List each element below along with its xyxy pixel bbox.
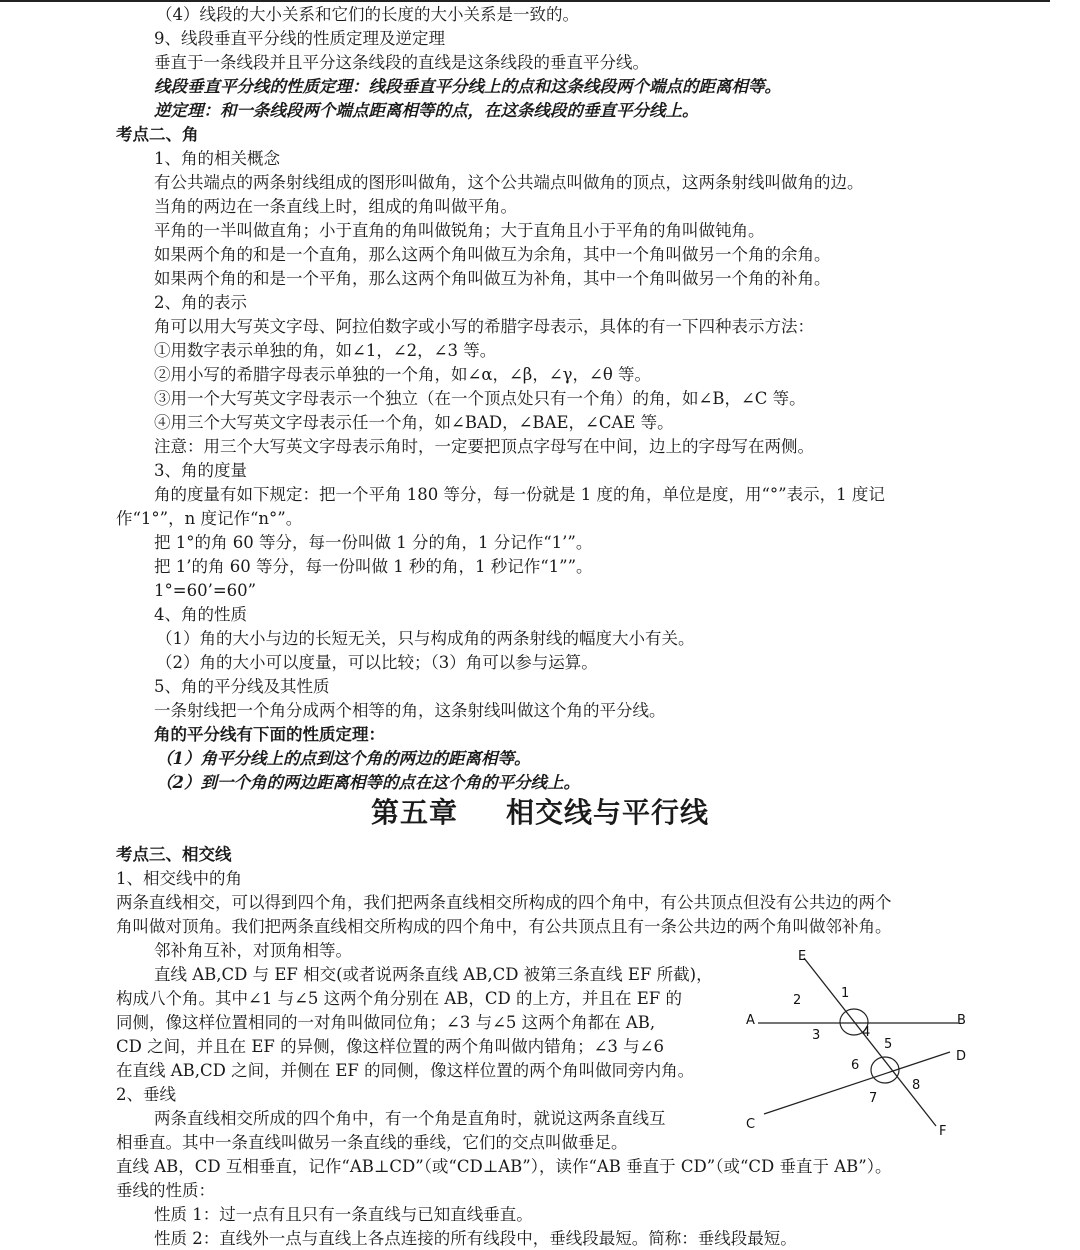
- text-line: ②用小写的希腊字母表示单独的一个角，如∠α，∠β，∠γ，∠θ 等。: [154, 365, 652, 384]
- chapter-number: 第五章: [370, 796, 458, 829]
- label-angle-8: 8: [912, 1078, 921, 1093]
- text-line: 平角的一半叫做直角；小于直角的角叫做锐角；大于直角且小于平角的角叫做钝角。: [154, 221, 765, 240]
- label-a: A: [746, 1013, 755, 1028]
- text-line: （1）角平分线上的点到这个角的两边的距离相等。: [156, 749, 531, 768]
- text-line: 邻补角互补，对顶角相等。: [154, 941, 352, 960]
- label-angle-4: 4: [862, 1025, 871, 1040]
- text-line: 4、角的性质: [154, 605, 247, 624]
- label-angle-2: 2: [793, 993, 802, 1008]
- label-angle-5: 5: [884, 1037, 893, 1052]
- label-b: B: [957, 1013, 966, 1028]
- text-line: 相垂直。其中一条直线叫做另一条直线的垂线，它们的交点叫做垂足。: [116, 1133, 628, 1152]
- text-line: 3、角的度量: [154, 461, 247, 480]
- text-line: 如果两个角的和是一个直角，那么这两个角叫做互为余角，其中一个角叫做另一个角的余角。: [154, 245, 831, 264]
- text-line: 1、角的相关概念: [154, 149, 280, 168]
- text-line: ④用三个大写英文字母表示任一个角，如∠BAD，∠BAE，∠CAE 等。: [154, 413, 674, 432]
- text-line: CD 之间，并且在 EF 的异侧，像这样位置的两个角叫做内错角；∠3 与∠6: [116, 1037, 664, 1056]
- label-angle-1: 1: [841, 986, 850, 1001]
- label-c: C: [746, 1117, 756, 1132]
- text-line: 构成八个角。其中∠1 与∠5 这两个角分别在 AB，CD 的上方，并且在 EF 的: [116, 989, 683, 1008]
- text-line: 考点二、角: [116, 125, 199, 144]
- text-line: 两条直线相交，可以得到四个角，我们把两条直线相交所构成的四个角中，有公共顶点但没有公共边的两个: [116, 893, 892, 912]
- text-line: 角叫做对顶角。我们把两条直线相交所构成的四个角中，有公共顶点且有一条公共边的两个角叫做邻补角。: [116, 917, 892, 936]
- top-rule: [0, 0, 1050, 2]
- text-line: 垂直于一条线段并且平分这条线段的直线是这条线段的垂直平分线。: [154, 53, 649, 72]
- text-line: 角可以用大写英文字母、阿拉伯数字或小写的希腊字母表示，具体的有一下四种表示方法：: [154, 317, 814, 336]
- text-line: （1）角的大小与边的长短无关，只与构成角的两条射线的幅度大小有关。: [156, 629, 695, 648]
- label-angle-3: 3: [812, 1028, 821, 1043]
- label-f: F: [939, 1124, 947, 1139]
- text-line: （2）角的大小可以度量，可以比较；（3）角可以参与运算。: [156, 653, 598, 672]
- text-line: 考点三、相交线: [116, 845, 232, 864]
- text-line: 当角的两边在一条直线上时，组成的角叫做平角。: [154, 197, 517, 216]
- label-angle-6: 6: [851, 1058, 860, 1073]
- text-line: 角的平分线有下面的性质定理：: [154, 725, 385, 744]
- chapter-title: 相交线与平行线: [506, 796, 710, 829]
- text-line: 如果两个角的和是一个平角，那么这两个角叫做互为补角，其中一个角叫做另一个角的补角。: [154, 269, 831, 288]
- label-angle-7: 7: [869, 1091, 878, 1106]
- text-line: 9、线段垂直平分线的性质定理及逆定理: [154, 29, 445, 48]
- text-line: 直线 AB,CD 与 EF 相交(或者说两条直线 AB,CD 被第三条直线 EF 所截)，: [154, 965, 713, 984]
- label-d: D: [956, 1049, 967, 1064]
- text-line: 2、垂线: [116, 1085, 176, 1104]
- chapter-heading: [0, 795, 1080, 831]
- text-line: 5、角的平分线及其性质: [154, 677, 330, 696]
- text-line: 在直线 AB,CD 之间，并侧在 EF 的同侧，像这样位置的两个角叫做同旁内角。: [116, 1061, 695, 1080]
- text-line: 线段垂直平分线的性质定理：线段垂直平分线上的点和这条线段两个端点的距离相等。: [154, 77, 781, 96]
- text-line: 直线 AB，CD 互相垂直，记作“AB⊥CD”（或“CD⊥AB”），读作“AB 垂直于 CD”（或“CD 垂直于 AB”）。: [116, 1157, 892, 1176]
- label-e: E: [798, 949, 807, 964]
- text-line: （2）到一个角的两边距离相等的点在这个角的平分线上。: [156, 773, 580, 792]
- text-line: 角的度量有如下规定：把一个平角 180 等分，每一份就是 1 度的角，单位是度，用“°”表示，1 度记: [154, 485, 885, 504]
- text-line: 同侧，像这样位置相同的一对角叫做同位角；∠3 与∠5 这两个角都在 AB,: [116, 1013, 656, 1032]
- text-line: 作“1°”，n 度记作“n°”。: [116, 509, 303, 528]
- text-line: （4）线段的大小关系和它们的长度的大小关系是一致的。: [156, 5, 579, 24]
- text-line: 逆定理：和一条线段两个端点距离相等的点，在这条线段的垂直平分线上。: [154, 101, 699, 120]
- text-line: 1°=60’=60”: [154, 581, 257, 600]
- text-line: 有公共端点的两条射线组成的图形叫做角，这个公共端点叫做角的顶点，这两条射线叫做角的边。: [154, 173, 864, 192]
- text-line: 两条直线相交所成的四个角中，有一个角是直角时，就说这两条直线互: [154, 1109, 666, 1128]
- text-line: 性质 1：过一点有且只有一条直线与已知直线垂直。: [154, 1205, 533, 1224]
- text-line: 把 1’的角 60 等分，每一份叫做 1 秒的角，1 秒记作“1””。: [154, 557, 593, 576]
- text-line: 一条射线把一个角分成两个相等的角，这条射线叫做这个角的平分线。: [154, 701, 666, 720]
- text-line: ③用一个大写英文字母表示一个独立（在一个顶点处只有一个角）的角，如∠B，∠C 等。: [154, 389, 806, 408]
- text-line: 2、角的表示: [154, 293, 247, 312]
- intersecting-lines-diagram: [736, 946, 976, 1146]
- text-line: 1、相交线中的角: [116, 869, 242, 888]
- text-line: 性质 2：直线外一点与直线上各点连接的所有线段中，垂线段最短。简称：垂线段最短。: [154, 1229, 797, 1248]
- text-line: 注意：用三个大写英文字母表示角时，一定要把顶点字母写在中间，边上的字母写在两侧。: [154, 437, 814, 456]
- text-line: 垂线的性质：: [116, 1181, 215, 1200]
- text-line: ①用数字表示单独的角，如∠1，∠2，∠3 等。: [154, 341, 497, 360]
- text-line: 把 1°的角 60 等分，每一份叫做 1 分的角，1 分记作“1’”。: [154, 533, 593, 552]
